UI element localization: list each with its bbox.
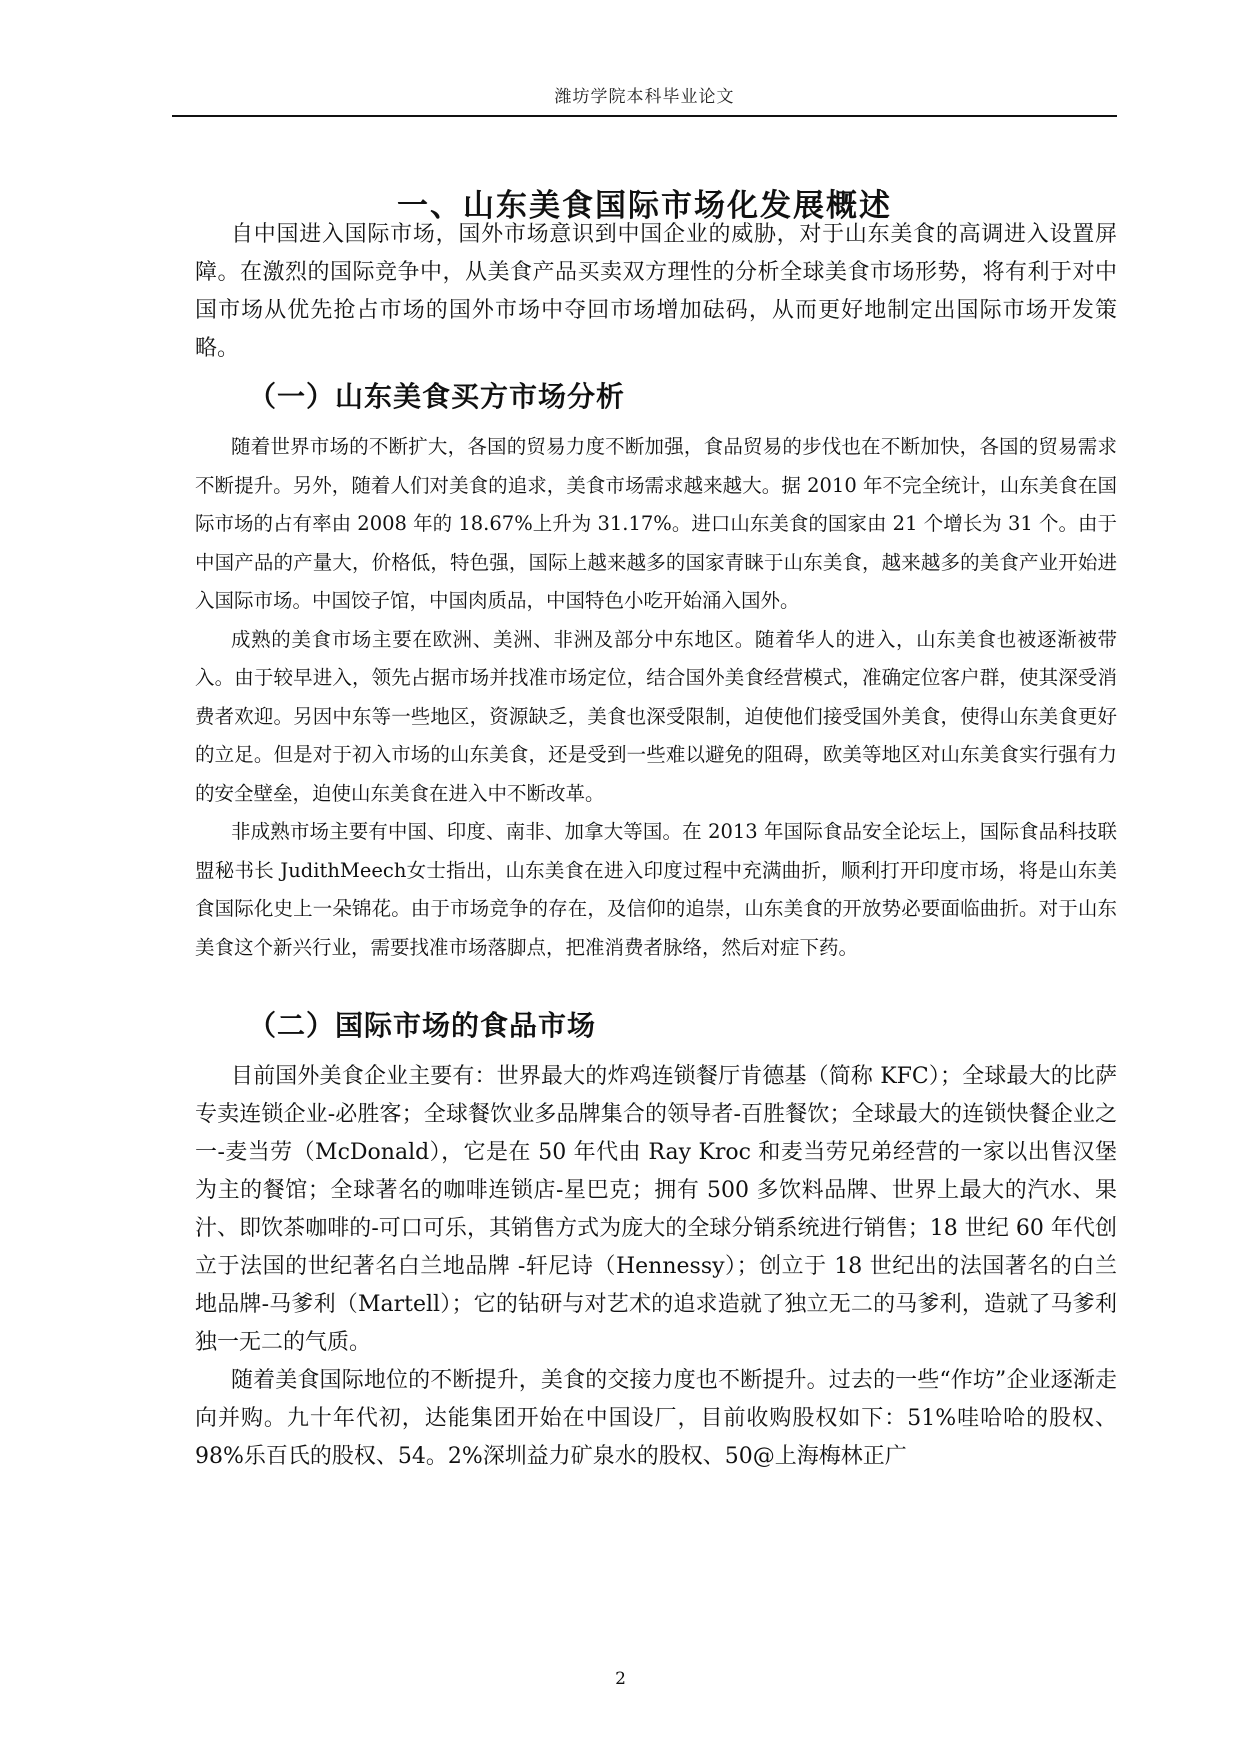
section-1-body bbox=[195, 428, 1117, 967]
paragraph: 成熟的美食市场主要在欧洲、美洲、非洲及部分中东地区。随着华人的进入，山东美食也被逐渐被带入。由于较早进入，领先占据市场并找准市场定位，结合国外美食经营模式，准确定位客户群，使其深受消费者欢迎。另因中东等一些地区，资源缺乏，美食也深受限制，迫使他们接受国外美食，使得山东美食更好的立足。但是对于初入市场的山东美食，还是受到一些难以避免的阻碍，欧美等地区对山东美食实行强有力的安全壁垒，迫使山东美食在进入中不断改革。 bbox=[195, 627, 1117, 805]
header-rule bbox=[172, 115, 1117, 117]
intro-paragraph: 自中国进入国际市场，国外市场意识到中国企业的威胁，对于山东美食的高调进入设置屏障。在激烈的国际竞争中，从美食产品买卖双方理性的分析全球美食市场形势，将有利于对中国市场从优先抢占市场的国外市场中夺回市场增加砝码，从而更好地制定出国际市场开发策略。 bbox=[195, 222, 1117, 361]
paragraph: 非成熟市场主要有中国、印度、南非、加拿大等国。在 2013 年国际食品安全论坛上，国际食品科技联盟秘书长 JudithMeech女士指出，山东美食在进入印度过程中充满曲折，顺利打开印度市场，将是山东美食国际化史上一朵锦花。由于市场竞争的存在，及信仰的追崇，山东美食的开放势必要面临曲折。对于山东美食这个新兴行业，需要找准市场落脚点，把准消费者脉络，然后对症下药。 bbox=[195, 820, 1117, 959]
running-header: 潍坊学院本科毕业论文 bbox=[554, 87, 735, 107]
section-1-heading: （一）山东美食买方市场分析 bbox=[248, 380, 626, 413]
paragraph: 随着世界市场的不断扩大，各国的贸易力度不断加强，食品贸易的步伐也在不断加快，各国的贸易需求不断提升。另外，随着人们对美食的追求，美食市场需求越来越大。据 2010 年不完全统计，山东美食在国际市场的占有率由 2008 年的 18.67%上升为 31.17%。进口山东美食的国家由 21 个增长为 31 个。由于中国产品的产量大，价格低，特色强，国际上越来越多的国家青睐于山东美食，越来越多的美食产业开始进入国际市场。中国饺子馆，中国肉质品，中国特色小吃开始涌入国外。 bbox=[195, 435, 1117, 612]
intro-block bbox=[195, 216, 1117, 368]
page-number: 2 bbox=[615, 1669, 626, 1689]
section-2-body bbox=[195, 1058, 1117, 1476]
paragraph: 随着美食国际地位的不断提升，美食的交接力度也不断提升。过去的一些“作坊”企业逐渐走向并购。九十年代初，达能集团开始在中国设厂，目前收购股权如下：51%哇哈哈的股权、98%乐百氏的股权、54。2%深圳益力矿泉水的股权、50@上海梅林正广 bbox=[195, 1368, 1117, 1469]
paragraph: 目前国外美食企业主要有：世界最大的炸鸡连锁餐厅肯德基（简称 KFC）；全球最大的比萨专卖连锁企业-必胜客；全球餐饮业多品牌集合的领导者-百胜餐饮；全球最大的连锁快餐企业之一-麦当劳（McDonald），它是在 50 年代由 Ray Kroc 和麦当劳兄弟经营的一家以出售汉堡为主的餐馆；全球著名的咖啡连锁店-星巴克；拥有 500 多饮料品牌、世界上最大的汽水、果汁、即饮茶咖啡的-可口可乐，其销售方式为庞大的全球分销系统进行销售；18 世纪 60 年代创立于法国的世纪著名白兰地品牌 -轩尼诗（Hennessy）；创立于 18 世纪出的法国著名的白兰地品牌-马爹利（Martell）；它的钻研与对艺术的追求造就了独立无二的马爹利，造就了马爹利独一无二的气质。 bbox=[195, 1064, 1117, 1355]
section-2-heading: （二）国际市场的食品市场 bbox=[248, 1009, 597, 1042]
chapter-title: 一、山东美食国际市场化发展概述 bbox=[397, 188, 892, 224]
